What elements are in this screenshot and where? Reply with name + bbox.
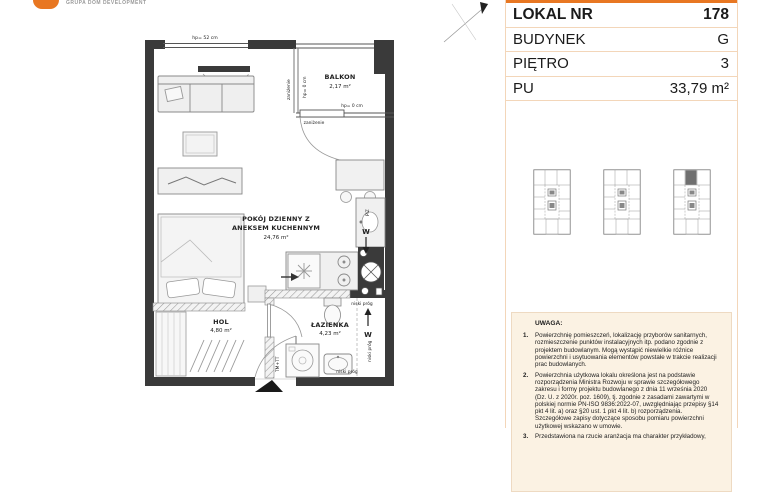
unit-info-panel [505,0,738,441]
bathroom-door [268,304,303,337]
balcony-threshold-label: hp= 0 cm [341,104,363,109]
washing-machine [286,344,319,377]
tv-dresser [158,168,242,194]
hall-hanging-area [190,340,244,372]
floor-row [506,52,737,77]
key-plans [506,169,737,235]
low-threshold-label-b: niski próg [368,340,373,362]
bathroom-area: 4,23 m² [319,331,341,337]
usable-area-label: PU [513,79,534,97]
riser-label: PiZ [366,209,371,216]
installation-shaft [358,247,384,298]
notes-box [511,312,732,492]
hall-wardrobe [156,312,186,376]
key-plan-3-highlighted [673,169,711,235]
unit-number-row [506,3,737,28]
unit-number-value: 178 [703,5,729,23]
telecom-box-label: TM+TT [276,356,281,372]
building-value: G [717,30,729,48]
balcony-area: 2,17 m² [329,84,351,90]
building-label: BUDYNEK [513,30,586,48]
notes-list [522,332,719,440]
radiator [198,66,250,72]
window-sill-height-label: hp= 52 cm [192,36,218,41]
living-room-label-line2: ANEKSEM KUCHENNYM [231,224,321,232]
notes-title: UWAGA: [535,320,563,327]
highlighted-unit-marker [685,170,696,185]
floor-value: 3 [720,55,729,73]
note-item-2: Powierzchnia użytkowa lokalu określona jest na podstawie rozporządzenia Ministra Rozwoju w sprawie szczegółowego zakresu i formy projektu budowlanego z dnia 11 września 2020 (Dz. U. z 2020r. poz. 1609), tj. zgodnie z zasadami zawartymi w polskiej normie PN-ISO 9836:2022-07, uwzględniając przepisy §14 pkt 4 lit. a) oraz §20 ust. 1 pkt 4 lit. b) rozporządzenia. Szczegółowe zapisy dotyczące sposobu pomiaru powierzchni użytkowej wskazano w umowie. [535,371,719,430]
fridge [288,254,320,288]
key-plan-1 [533,169,571,235]
usable-area-value: 33,79 m² [669,79,729,97]
note-item-3: Przedstawiona na rzucie aranżacja ma charakter przykładowy, [535,433,706,441]
balcony-door [300,110,344,117]
balcony-label: BALKON [324,73,356,81]
key-plan-2 [603,169,641,235]
low-threshold-label-a: niski próg [351,302,373,307]
dining-set [336,160,384,203]
lowered-ceiling-side-label: zaniżenie [287,79,292,100]
lowered-ceiling-label: zaniżenie [303,121,325,126]
hall-area: 4,80 m² [210,328,232,334]
coffee-table [183,132,217,156]
entrance-marker-icon [255,380,283,392]
balcony-threshold-side-label: hp= 0 cm [303,76,308,98]
bathroom-label: ŁAZIENKA [311,321,349,329]
note-item-1: Powierzchnię pomieszczeń, lokalizację przyborów sanitarnych, rozmieszczenie punktów instalacyjnych itp. podano zgodnie z projektem budowlanym. Mogą wystąpić niewielkie różnice powierzchni i usytuowania elementów powstałe w trakcie realizacji prac budowlanych. [535,332,717,369]
vent-up-label: W [364,331,372,339]
living-room-area: 24,76 m² [263,235,289,241]
floor-label: PIĘTRO [513,55,569,73]
living-room-label-line1: POKÓJ DZIENNY Z [242,215,310,223]
developer-logo-text: GRUPA DOM DEVELOPMENT [66,0,147,6]
sofa [158,76,254,112]
low-threshold-label-c: niski próg [336,370,358,375]
hall-label: HOL [213,318,229,326]
vent-down-label: W [362,228,370,236]
building-row [506,28,737,53]
vent-up-arrow-icon [365,308,372,326]
unit-number-label: LOKAL NR [513,5,593,23]
usable-area-row [506,77,737,102]
nightstand [248,286,266,302]
